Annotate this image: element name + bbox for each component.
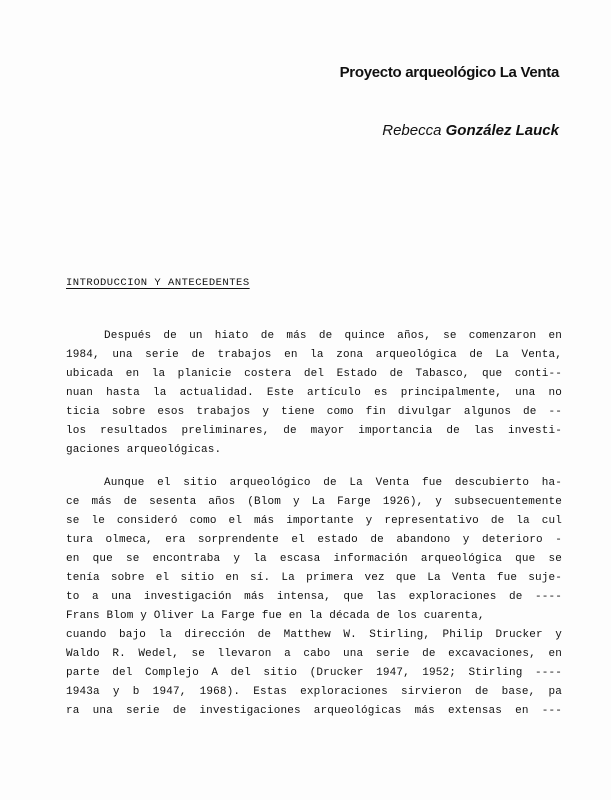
paragraph-1-line: gaciones arqueológicas. <box>66 444 222 456</box>
paragraph-2-line: ra una serie de investigaciones arqueológicas más extensas en --- <box>66 705 562 717</box>
paragraph-2-line: se le consideró como el más importante y representativo de la cul <box>66 515 562 527</box>
paragraph-1-line: nuan hasta la actualidad. Este artículo es principalmente, una no <box>66 387 562 399</box>
paragraph-2-line: Aunque el sitio arqueológico de La Venta fue descubierto ha- <box>104 477 562 489</box>
paragraph-1-line: los resultados preliminares, de mayor importancia de las investi- <box>66 425 562 437</box>
paragraph-2-line: ce más de sesenta años (Blom y La Farge 1926), y subsecuentemente <box>66 496 562 508</box>
paragraph-2-line: en que se encontraba y la escasa información arqueológica que se <box>66 553 562 565</box>
paragraph-2-line: 1943a y b 1947, 1968). Estas exploraciones sirvieron de base, pa <box>66 686 562 698</box>
article-title: Proyecto arqueológico La Venta <box>339 64 559 81</box>
paragraph-2-line: Frans Blom y Oliver La Farge fue en la década de los cuarenta, <box>66 610 485 622</box>
article-author <box>382 122 559 139</box>
paragraph-2-line: tura olmeca, era sorprendente el estado de abandono y deterioro - <box>66 534 562 546</box>
author-given-name: Rebecca <box>382 122 442 139</box>
paragraph-2-line: Waldo R. Wedel, se llevaron a cabo una serie de excavaciones, en <box>66 648 562 660</box>
paragraph-2-line: tenía sobre el sitio en sí. La primera vez que La Venta fue suje- <box>66 572 562 584</box>
paragraph-1-line: ubicada en la planicie costera del Estado de Tabasco, que conti-- <box>66 368 562 380</box>
paragraph-1-line: Después de un hiato de más de quince años, se comenzaron en <box>104 330 562 342</box>
section-heading: INTRODUCCION Y ANTECEDENTES <box>66 277 250 289</box>
paragraph-1-line: ticia sobre esos trabajos y tiene como fin divulgar algunos de -- <box>66 406 562 418</box>
author-surname: González Lauck <box>445 122 559 139</box>
paragraph-1-line: 1984, una serie de trabajos en la zona arqueológica de La Venta, <box>66 349 562 361</box>
paragraph-2-line: parte del Complejo A del sitio (Drucker 1947, 1952; Stirling ---- <box>66 667 562 679</box>
paragraph-2-line: to a una investigación más intensa, que las exploraciones de ---- <box>66 591 562 603</box>
paragraph-2-line: cuando bajo la dirección de Matthew W. Stirling, Philip Drucker y <box>66 629 562 641</box>
